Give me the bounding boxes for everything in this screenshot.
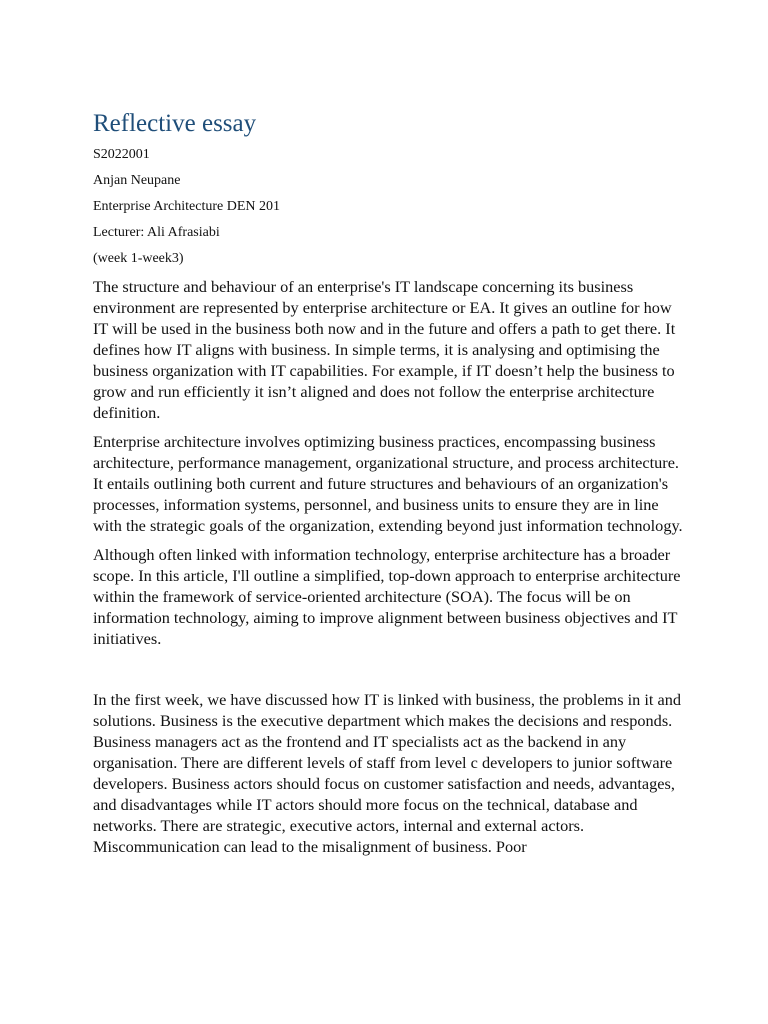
week-range: (week 1-week3) [93, 251, 184, 266]
paragraph-intro: The structure and behaviour of an enterprise's IT landscape concerning its business environment are represented by enterprise architecture or EA. It gives an outline for how IT will be used in the business both now and in the future and offers a path to get there. It defines how IT aligns with business. In simple terms, it is analysing and optimising the business organization with IT capabilities. For example, if IT doesn’t help the business to grow and run efficiently it isn’t aligned and does not follow the enterprise architecture definition. [93, 277, 676, 422]
lecturer-name: Lecturer: Ali Afrasiabi [93, 225, 220, 240]
student-id: S2022001 [93, 147, 150, 162]
course-name: Enterprise Architecture DEN 201 [93, 199, 280, 214]
author-name: Anjan Neupane [93, 173, 181, 188]
document-page [93, 108, 693, 865]
paragraph-week-one: In the first week, we have discussed how IT is linked with business, the problems in it and solutions. Business is the executive department which makes the decisions and responds. Business managers act as the frontend and IT specialists act as the backend in any organisation. There are different levels of staff from level c developers to junior software developers. Business actors should focus on customer satisfaction and needs, advantages, and disadvantages while IT actors should more focus on the technical, database and networks. There are strategic, executive actors, internal and external actors. Miscommunication can lead to the misalignment of business. Poor [93, 690, 681, 856]
paragraph-ea-scope: Enterprise architecture involves optimizing business practices, encompassing business architecture, performance management, organizational structure, and process architecture. It entails outlining both current and future structures and behaviours of an organization's processes, information systems, personnel, and business units to ensure they are in line with the strategic goals of the organization, extending beyond just information technology. [93, 432, 683, 535]
document-title: Reflective essay [93, 110, 257, 137]
paragraph-soa: Although often linked with information technology, enterprise architecture has a broader scope. In this article, I'll outline a simplified, top-down approach to enterprise architecture within the framework of service-oriented architecture (SOA). The focus will be on information technology, aiming to improve alignment between business objectives and IT initiatives. [93, 545, 681, 648]
